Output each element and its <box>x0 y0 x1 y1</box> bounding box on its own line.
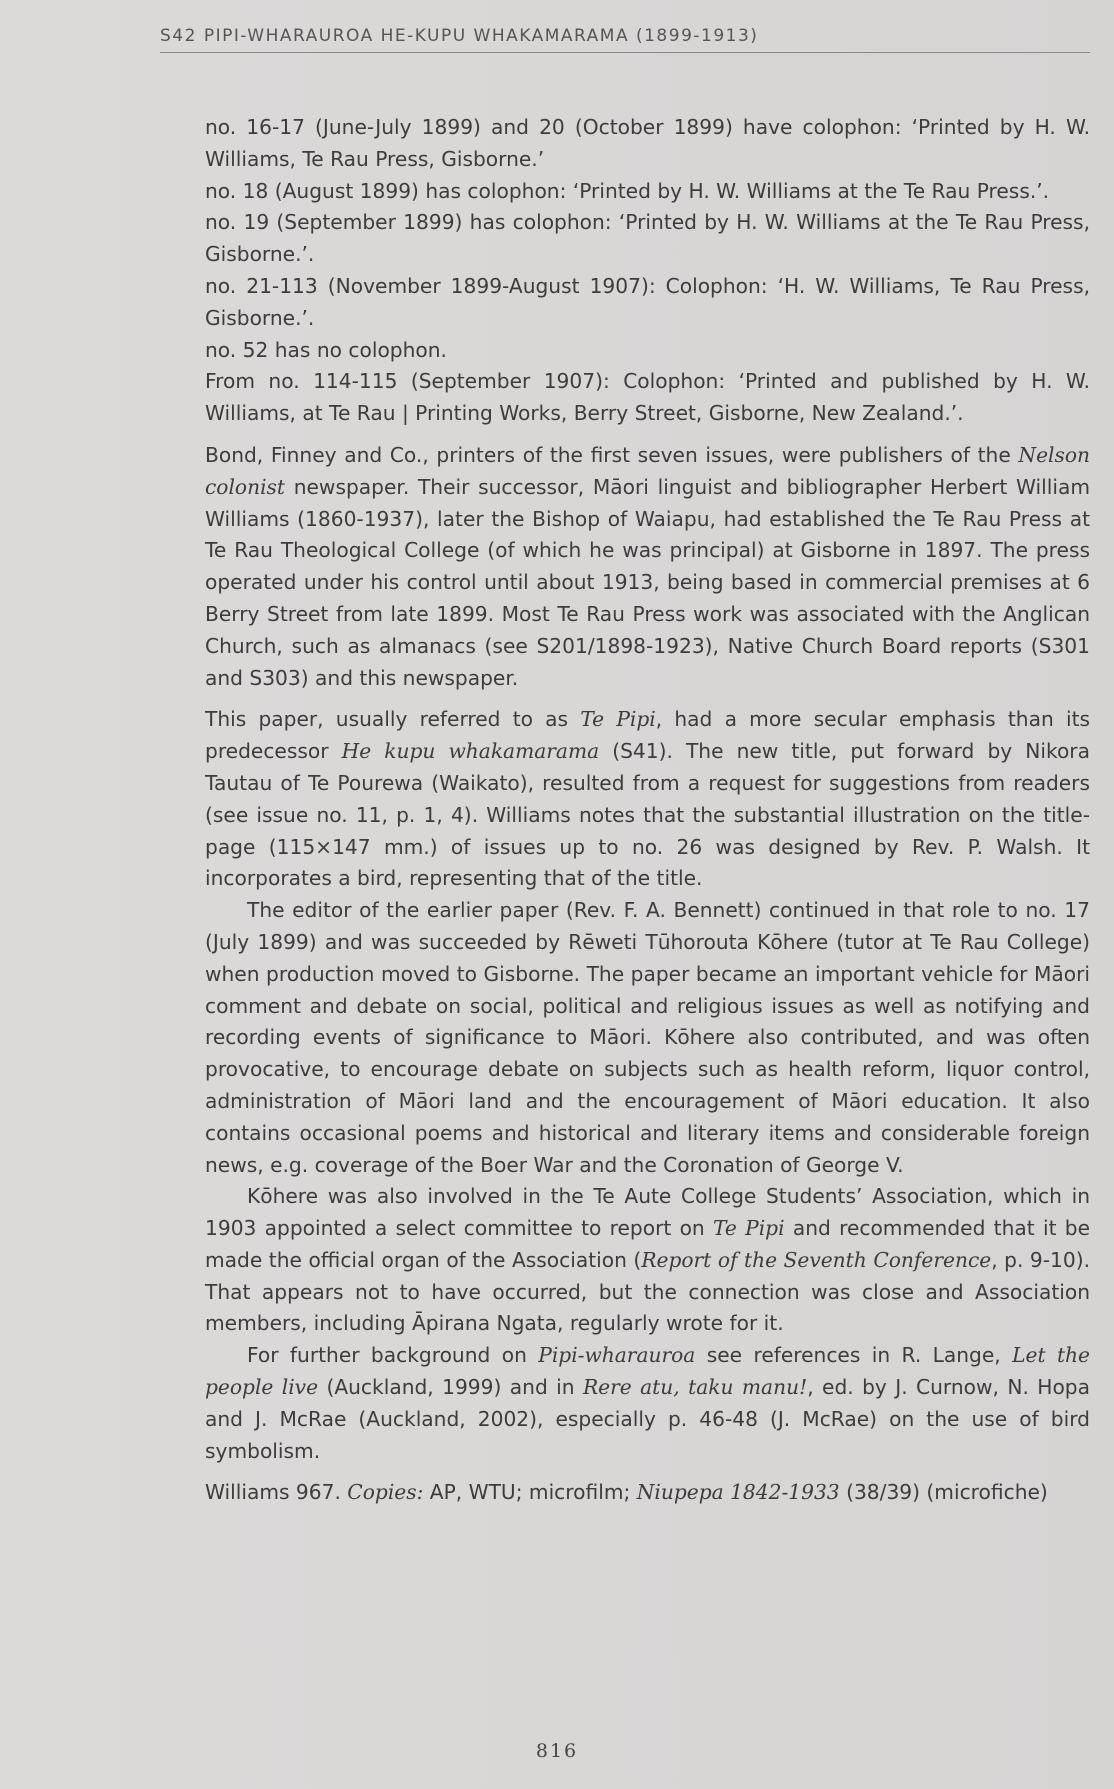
italic-label: Copies: <box>347 1480 424 1505</box>
colophon-note: no. 21-113 (November 1899-August 1907): Colophon: ‘H. W. Williams, Te Rau Press, Gisborne.’. <box>205 273 1090 330</box>
italic-title: Report of the Seventh Conference <box>641 1247 992 1272</box>
running-header: S42 PIPI-WHARAUROA HE-KUPU WHAKAMARAMA (1899-1913) <box>160 26 1090 53</box>
colophon-note: no. 52 has no colophon. <box>205 337 447 362</box>
italic-title: Let the people live <box>205 1343 1091 1400</box>
text-run: and recommended that it be made the official organ of the Association ( <box>205 1216 1090 1272</box>
text-run: , ed. by J. Curnow, N. Hopa and J. McRae (Auckland, 2002), especially p. 46-48 (J. McRae) on the use of bird symbolism. <box>205 1375 1090 1463</box>
text-run: (S41). The new title, put forward by Nikora Tautau of Te Pourewa (Waikato), resulted from a request for suggestions from readers (see issue no. 11, p. 1, 4). Williams notes that the substantial illustration on the title-page (115×147 mm.) of issues up to no. 26 was designed by Rev. P. Walsh. It incorporates a bird, representing that of the title. <box>205 739 1090 891</box>
text-run: Kōhere was also involved in the Te Aute College Students’ Association, which in 1903 appointed a select committee to report on <box>205 1184 1090 1241</box>
paragraph-further-background <box>205 1340 1090 1467</box>
colophon-note: no. 18 (August 1899) has colophon: ‘Printed by H. W. Williams at the Te Rau Press.’. <box>205 178 1050 203</box>
citation <box>205 1477 1090 1509</box>
text-run: AP, WTU; microfilm; <box>423 1480 637 1505</box>
text-run: (Auckland, 1999) and in <box>318 1375 583 1400</box>
page-number: 816 <box>535 1740 579 1762</box>
body-text <box>205 112 1090 1509</box>
text-run: For further background on <box>247 1343 539 1368</box>
text-run: Williams 967. <box>205 1480 348 1505</box>
colophon-notes <box>205 112 1090 430</box>
paragraph-printers <box>205 440 1090 694</box>
colophon-note: no. 19 (September 1899) has colophon: ‘Printed by H. W. Williams at the Te Rau Press, Gisborne.’. <box>205 210 1090 267</box>
paragraph-association <box>205 1181 1090 1340</box>
text-run: This paper, usually referred to as <box>205 707 581 732</box>
text-run: see references in R. Lange, <box>695 1343 1013 1368</box>
text-run: (38/39) (microfiche) <box>839 1480 1048 1505</box>
text-run: , had a more secular emphasis than its predecessor <box>205 707 1091 764</box>
colophon-note: From no. 114-115 (September 1907): Colophon: ‘Printed and published by H. W. Williams, at Te Rau | Printing Works, Berry Street, Gisborne, New Zealand.’. <box>205 369 1090 426</box>
italic-title: Rere atu, taku manu! <box>582 1375 808 1400</box>
text-run: , p. 9-10). That appears not to have occurred, but the connection was close and Association members, including Āpirana Ngata, regularly wrote for it. <box>205 1247 1091 1336</box>
text-run: newspaper. Their successor, Māori linguist and bibliographer Herbert William Williams (1860-1937), later the Bishop of Waiapu, had established the Te Rau Press at Te Rau Theological College (of which he was principal) at Gisborne in 1897. The press operated under his control until about 1913, being based in commercial premises at 6 Berry Street from late 1899. Most Te Rau Press work was associated with the Anglican Church, such as almanacs (see S201/1898-1923), Native Church Board reports (S301 and S303) and this newspaper. <box>205 474 1090 690</box>
italic-title: Pipi-wharauroa <box>538 1343 696 1368</box>
text-run: Bond, Finney and Co., printers of the first seven issues, were publishers of the <box>205 442 1019 467</box>
colophon-note: no. 16-17 (June-July 1899) and 20 (October 1899) have colophon: ‘Printed by H. W. Williams, Te Rau Press, Gisborne.’ <box>205 115 1090 171</box>
italic-title: He kupu whakamarama <box>341 739 600 764</box>
italic-title: Te Pipi <box>580 707 656 732</box>
italic-title: Te Pipi <box>713 1216 785 1241</box>
italic-title: Niupepa 1842-1933 <box>636 1480 840 1505</box>
paragraph-title-history <box>205 704 1090 895</box>
italic-title: Nelson colonist <box>205 442 1090 499</box>
paragraph-editor: The editor of the earlier paper (Rev. F. A. Bennett) continued in that role to no. 17 (July 1899) and was succeeded by Rēweti Tūhorouta Kōhere (tutor at Te Rau College) when production moved to Gisborne. The paper became an important vehicle for Māori comment and debate on social, political and religious issues as well as notifying and recording events of significance to Māori. Kōhere also contributed, and was often provocative, to encourage debate on subjects such as health reform, liquor control, administration of Māori land and the encouragement of Māori education. It also contains occasional poems and historical and literary items and considerable foreign news, e.g. coverage of the Boer War and the Coronation of George V. <box>205 898 1090 1177</box>
